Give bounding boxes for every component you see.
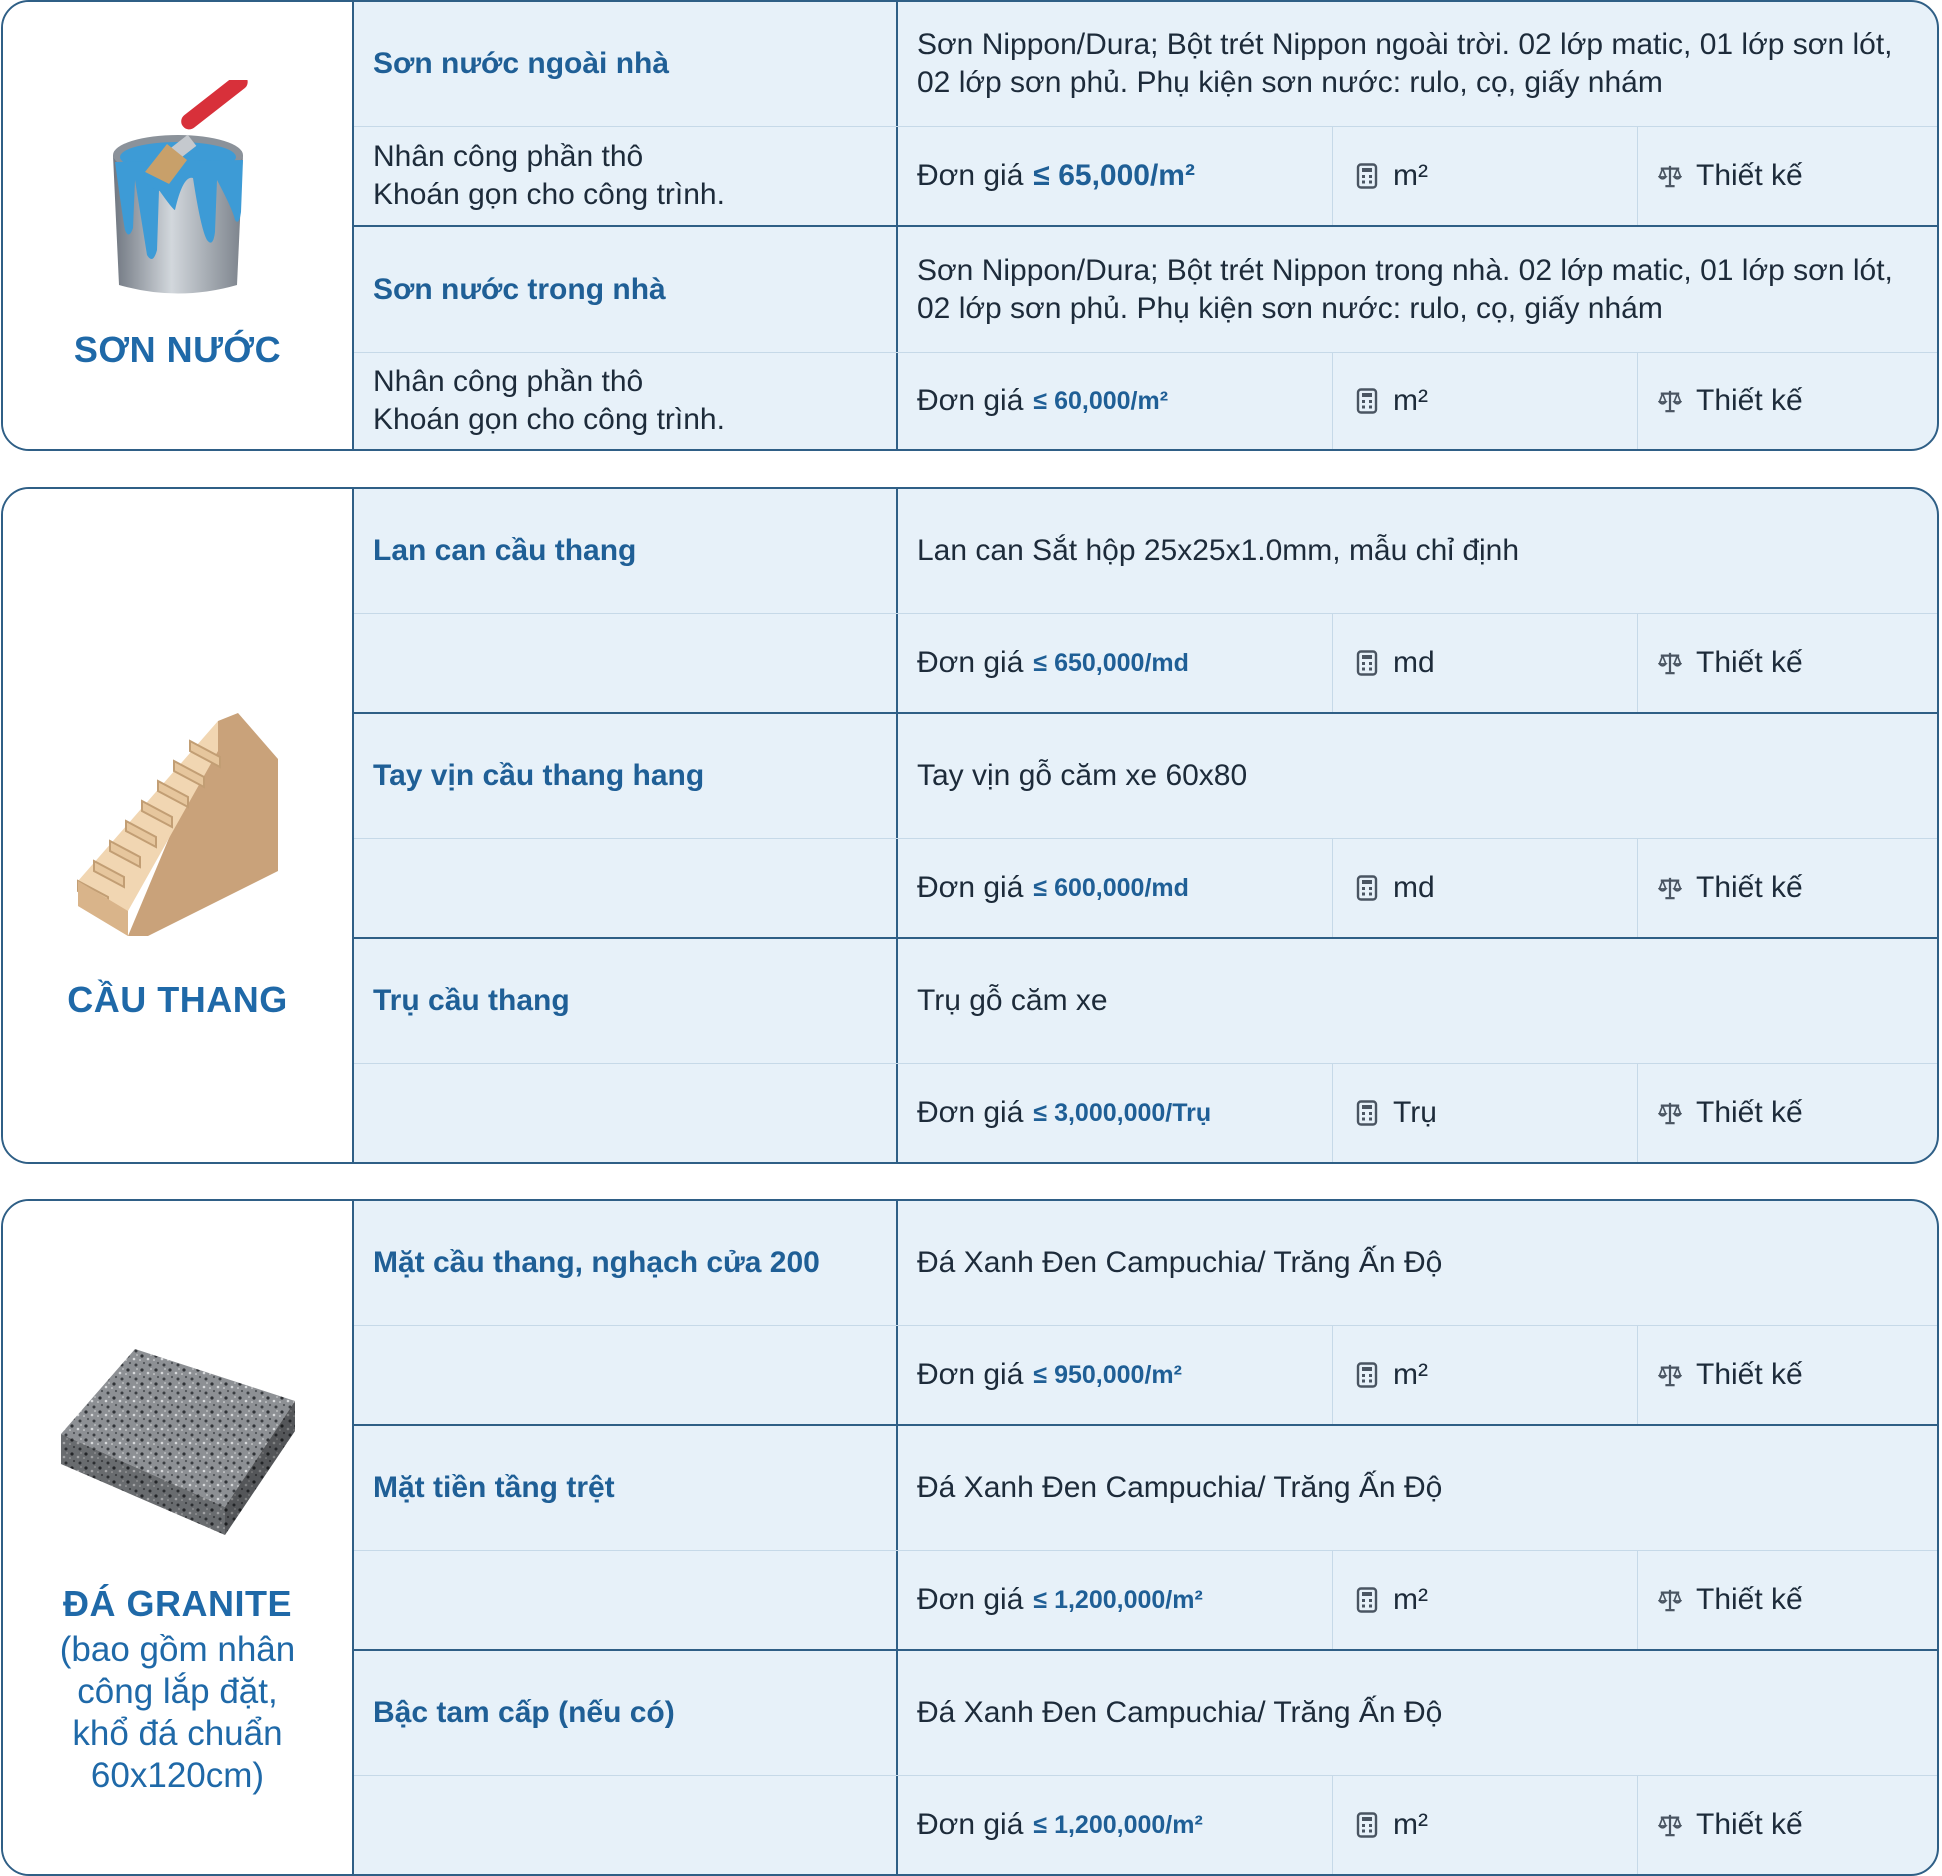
calculator-icon (1355, 1587, 1379, 1613)
subtitle-line: công lắp đặt, (77, 1671, 278, 1711)
design-cell (1638, 353, 1937, 449)
unit-cell (1333, 1064, 1638, 1162)
item-description: Sơn Nippon/Dura; Bột trét Nippon trong nhà. 02 lớp matic, 01 lớp sơn lót, 02 lớp sơn phủ. Phụ kiện sơn nước: rulo, cọ, giấy nhám (917, 253, 1893, 325)
category-subtitle (60, 1629, 295, 1797)
item-name: Mặt cầu thang, nghạch cửa 200 (354, 1201, 898, 1325)
labor-line: Khoán gọn cho công trình. (373, 178, 725, 211)
unit-label: Trụ (1393, 1096, 1437, 1129)
name-spacer (354, 1064, 898, 1162)
price-value: ≤ 3,000,000/Trụ (1033, 1098, 1212, 1127)
category-title: CẦU THANG (67, 978, 288, 1020)
category-cell (3, 1201, 354, 1874)
labor-line: Khoán gọn cho công trình. (373, 403, 725, 436)
unit-cell (1333, 614, 1638, 712)
labor-note (354, 353, 898, 449)
item-description: Trụ gỗ căm xe (917, 984, 1108, 1017)
price-cell (898, 127, 1333, 225)
unit-cell (1333, 127, 1638, 225)
labor-line: Nhân công phần thô (373, 365, 644, 398)
name-spacer (354, 839, 898, 937)
design-label: Thiết kế (1696, 1583, 1803, 1616)
unit-label: m² (1393, 1808, 1428, 1841)
unit-cell (1333, 353, 1638, 449)
design-cell (1638, 839, 1937, 937)
section-cau-thang (1, 487, 1939, 1164)
item-name: Tay vịn cầu thang hang (354, 714, 898, 838)
item-name: Sơn nước trong nhà (354, 227, 898, 352)
item-description: Đá Xanh Đen Campuchia/ Trăng Ấn Độ (917, 1696, 1443, 1729)
balance-scale-icon (1658, 1587, 1682, 1613)
item-row (354, 489, 1937, 714)
price-label: Đơn giá (917, 1808, 1024, 1841)
design-label: Thiết kế (1696, 646, 1803, 679)
item-name: Bậc tam cấp (nếu có) (354, 1651, 898, 1775)
unit-label: m² (1393, 1358, 1428, 1391)
item-row (354, 714, 1937, 939)
price-cell (898, 1064, 1333, 1162)
price-label: Đơn giá (917, 871, 1024, 904)
price-value: ≤ 60,000/m² (1033, 386, 1169, 415)
item-row (354, 2, 1937, 227)
unit-cell (1333, 1551, 1638, 1649)
name-spacer (354, 1326, 898, 1424)
calculator-icon (1355, 650, 1379, 676)
balance-scale-icon (1658, 1812, 1682, 1838)
price-value: ≤ 65,000/m² (1033, 159, 1195, 192)
calculator-icon (1355, 1812, 1379, 1838)
price-label: Đơn giá (917, 1583, 1024, 1616)
price-value: ≤ 1,200,000/m² (1033, 1585, 1203, 1614)
item-row (354, 1651, 1937, 1874)
price-cell (898, 839, 1333, 937)
calculator-icon (1355, 875, 1379, 901)
item-row (354, 939, 1937, 1162)
design-cell (1638, 1776, 1937, 1874)
balance-scale-icon (1658, 650, 1682, 676)
subtitle-line: 60x120cm) (90, 1755, 265, 1795)
paint-bucket-icon (83, 80, 273, 305)
item-description: Tay vịn gỗ căm xe 60x80 (917, 759, 1248, 792)
price-value: ≤ 650,000/md (1033, 648, 1189, 677)
price-cell (898, 614, 1333, 712)
items-list (354, 1201, 1937, 1874)
unit-label: md (1393, 646, 1435, 679)
balance-scale-icon (1658, 1100, 1682, 1126)
section-da-granite (1, 1199, 1939, 1876)
design-label: Thiết kế (1696, 1096, 1803, 1129)
price-value: ≤ 600,000/md (1033, 873, 1189, 902)
price-label: Đơn giá (917, 1096, 1024, 1129)
balance-scale-icon (1658, 1362, 1682, 1388)
item-description: Lan can Sắt hộp 25x25x1.0mm, mẫu chỉ định (917, 534, 1520, 567)
item-name: Mặt tiền tầng trệt (354, 1426, 898, 1550)
price-cell (898, 1326, 1333, 1424)
item-description: Đá Xanh Đen Campuchia/ Trăng Ấn Độ (917, 1471, 1443, 1504)
item-row (354, 1201, 1937, 1426)
design-cell (1638, 127, 1937, 225)
subtitle-line: (bao gồm nhân (59, 1629, 296, 1669)
item-name: Sơn nước ngoài nhà (354, 2, 898, 126)
section-son-nuoc (1, 0, 1939, 451)
unit-label: m² (1393, 1583, 1428, 1616)
balance-scale-icon (1658, 875, 1682, 901)
name-spacer (354, 1551, 898, 1649)
unit-cell (1333, 839, 1638, 937)
balance-scale-icon (1658, 388, 1682, 414)
labor-note (354, 127, 898, 225)
category-cell (3, 489, 354, 1162)
design-cell (1638, 614, 1937, 712)
name-spacer (354, 1776, 898, 1874)
price-cell (898, 1551, 1333, 1649)
design-label: Thiết kế (1696, 159, 1803, 192)
staircase-icon (68, 711, 288, 941)
design-label: Thiết kế (1696, 384, 1803, 417)
design-cell (1638, 1551, 1937, 1649)
item-description: Đá Xanh Đen Campuchia/ Trăng Ấn Độ (917, 1246, 1443, 1279)
labor-line: Nhân công phần thô (373, 140, 644, 173)
category-cell (3, 2, 354, 449)
price-cell (898, 1776, 1333, 1874)
balance-scale-icon (1658, 163, 1682, 189)
item-description: Sơn Nippon/Dura; Bột trét Nippon ngoài trời. 02 lớp matic, 01 lớp sơn lót, 02 lớp sơn phủ. Phụ kiện sơn nước: rulo, cọ, giấy nhám (917, 28, 1893, 99)
design-label: Thiết kế (1696, 1358, 1803, 1391)
item-row (354, 227, 1937, 449)
design-label: Thiết kế (1696, 1808, 1803, 1841)
design-label: Thiết kế (1696, 871, 1803, 904)
calculator-icon (1355, 388, 1379, 414)
price-value: ≤ 950,000/m² (1033, 1360, 1182, 1389)
calculator-icon (1355, 1100, 1379, 1126)
item-row (354, 1426, 1937, 1651)
subtitle-line: khổ đá chuẩn (72, 1713, 283, 1753)
price-label: Đơn giá (917, 384, 1024, 417)
unit-label: m² (1393, 384, 1428, 417)
unit-label: m² (1393, 159, 1428, 192)
items-list (354, 489, 1937, 1162)
calculator-icon (1355, 1362, 1379, 1388)
design-cell (1638, 1064, 1937, 1162)
price-label: Đơn giá (917, 1358, 1024, 1391)
granite-slab-icon (55, 1339, 300, 1539)
category-title: SƠN NƯỚC (73, 329, 282, 370)
price-value: ≤ 1,200,000/m² (1033, 1810, 1203, 1839)
unit-label: md (1393, 871, 1435, 904)
unit-cell (1333, 1776, 1638, 1874)
category-title: ĐÁ GRANITE (63, 1582, 292, 1624)
price-label: Đơn giá (917, 646, 1024, 679)
price-label: Đơn giá (917, 159, 1024, 192)
name-spacer (354, 614, 898, 712)
item-name: Trụ cầu thang (354, 939, 898, 1063)
price-cell (898, 353, 1333, 449)
unit-cell (1333, 1326, 1638, 1424)
items-list (354, 2, 1937, 449)
design-cell (1638, 1326, 1937, 1424)
item-name: Lan can cầu thang (354, 489, 898, 613)
calculator-icon (1355, 163, 1379, 189)
